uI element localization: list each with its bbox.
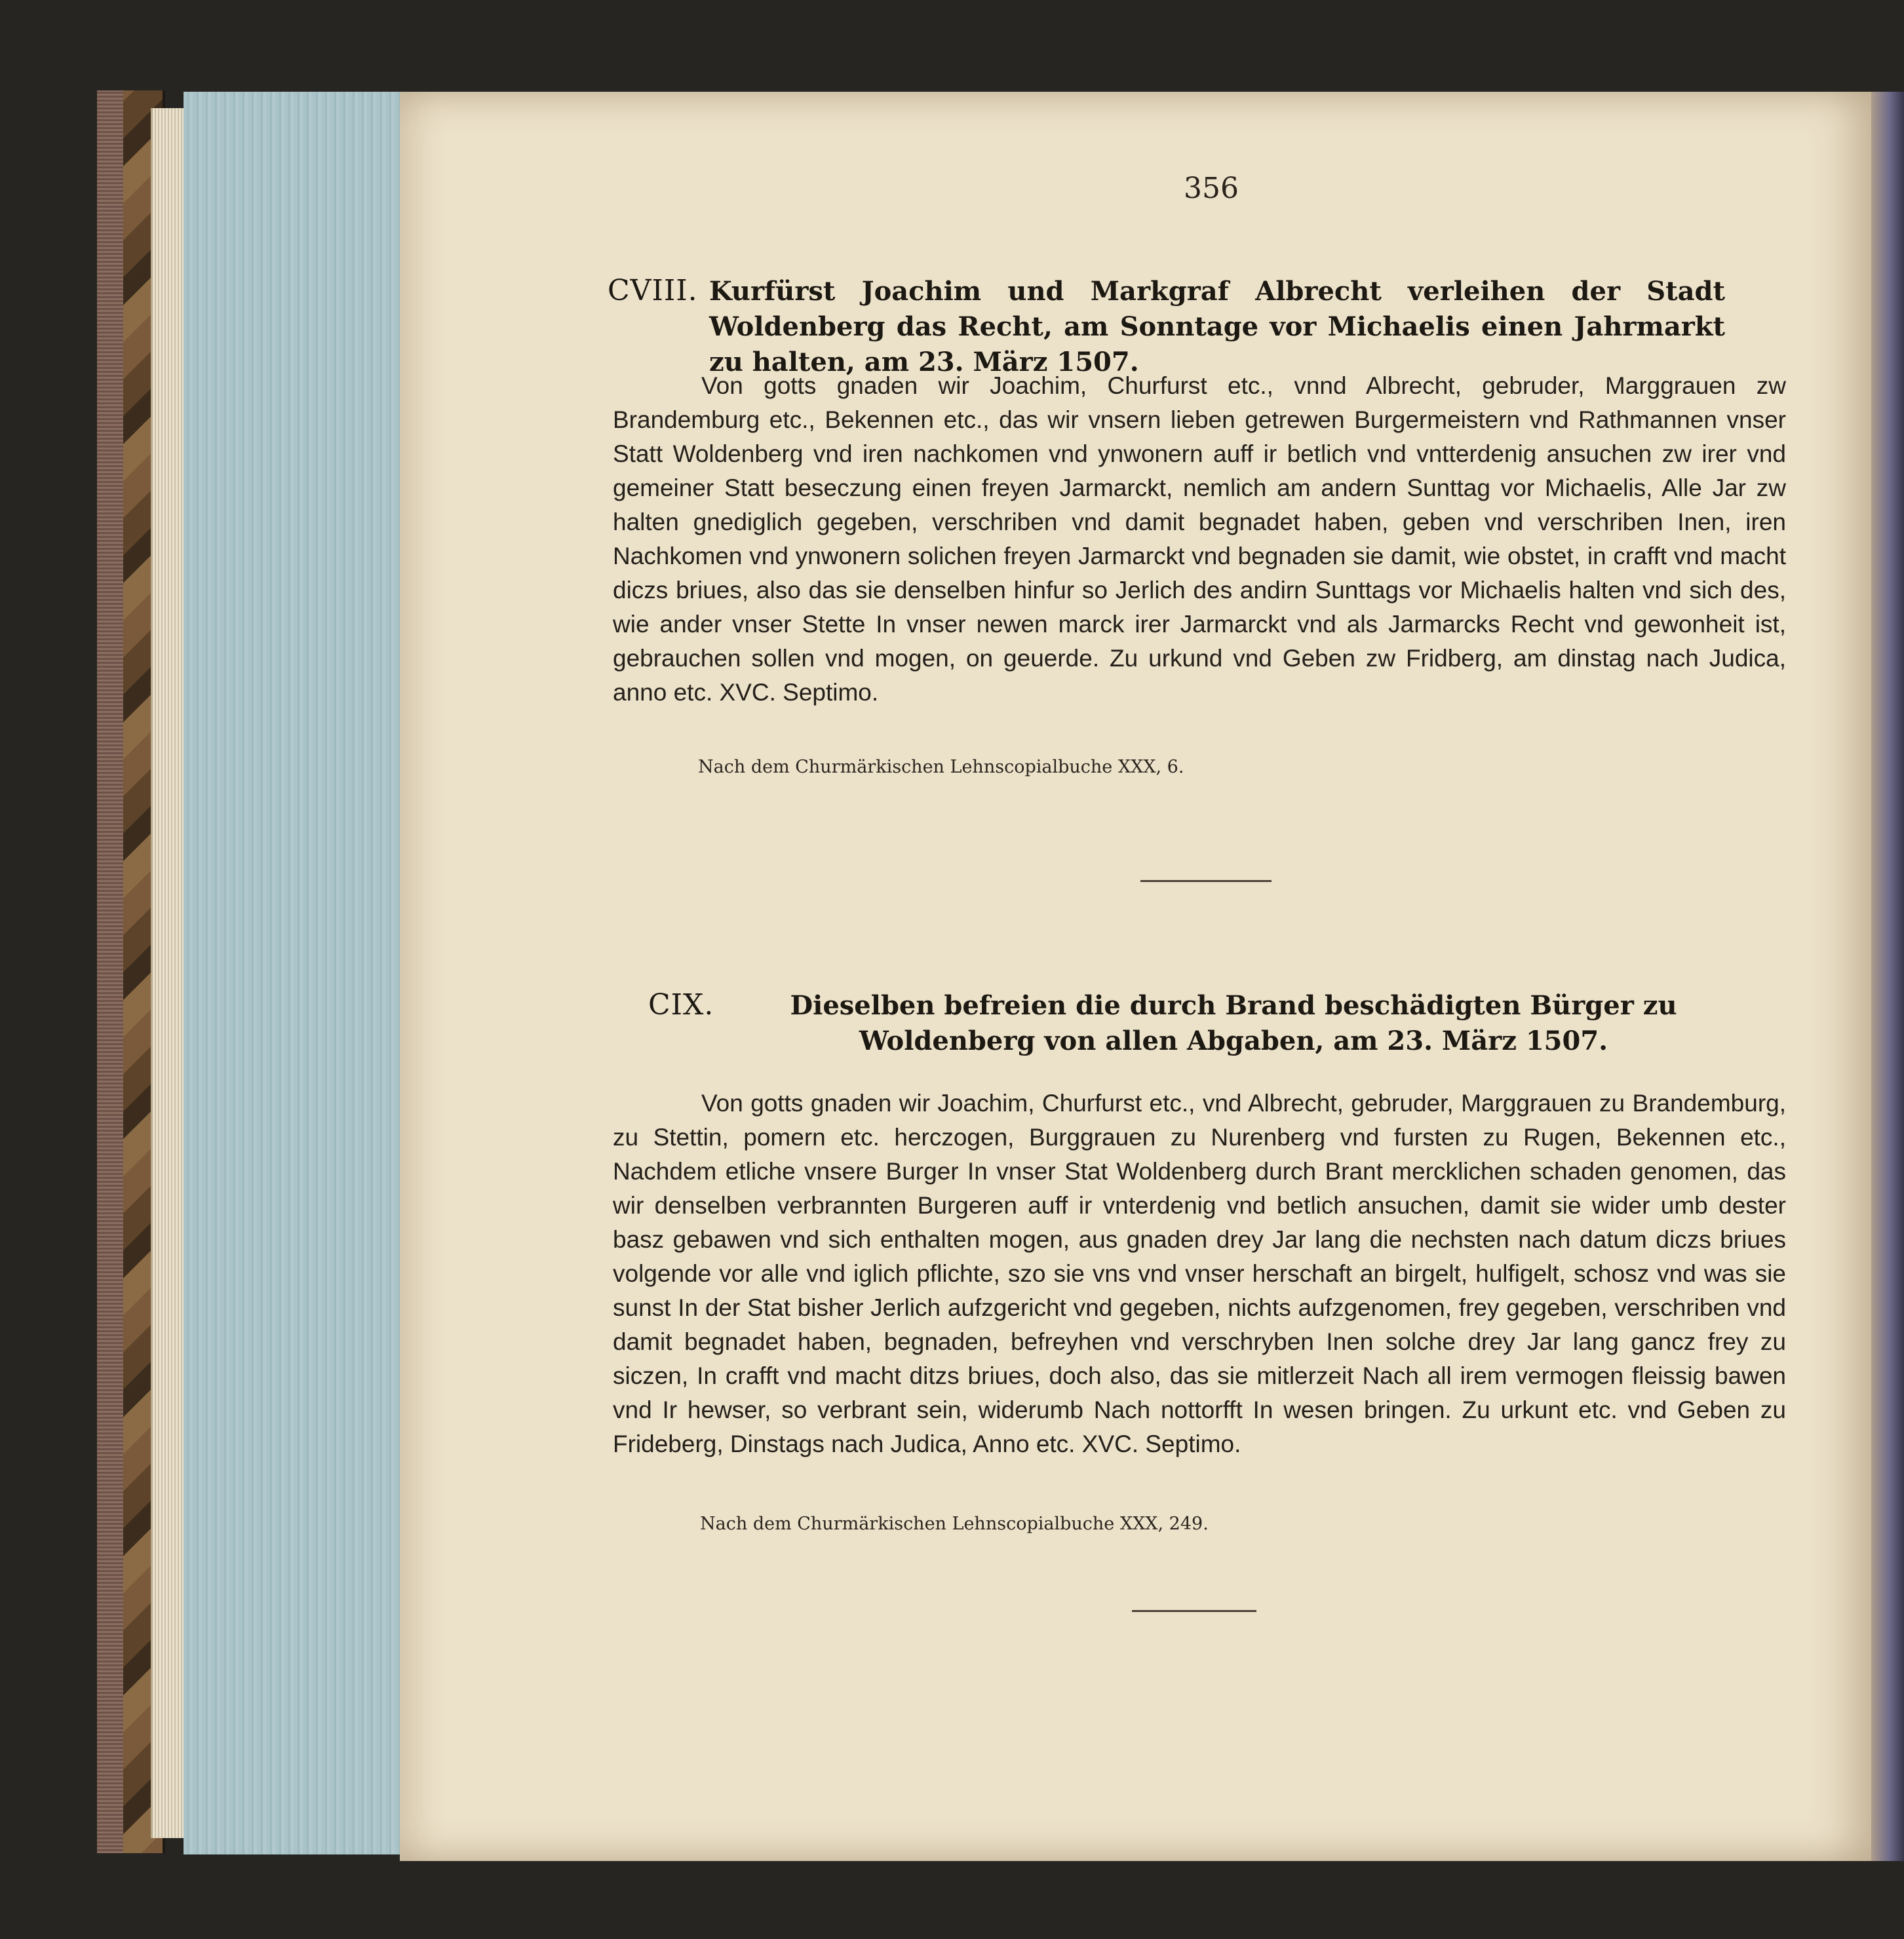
cloth-spine bbox=[97, 90, 123, 1853]
page-number: 356 bbox=[1184, 172, 1239, 205]
document-number: CIX. bbox=[648, 988, 714, 1022]
document-body: Von gotts gnaden wir Joachim, Churfurst etc., vnd Albrecht, gebruder, Marggrauen zu Brandemburg, zu Stettin, pomern etc. herczogen, Burggrauen zu Nurenberg vnd fursten zu Rugen, Bekennen etc., Nachdem etliche vnsere Burger In vnser Stat Woldenberg durch Brant mercklichen schaden genomen, das wir denselben verbrannten Burgeren auff ir vnterdenig vnd betlich ansuchen, damit sie wider umb dester basz gebawen vnd sich enthalten mogen, aus gnaden drey Jar lang die nechsten nach datum diczs briues volgende vor alle vnd iglich pflichte, szo sie vns vnd vnser herschaft an birgelt, hulfigelt, schosz vnd was sie sunst In der Stat bisher Jerlich aufzgericht vnd gegeben, nichts aufzgenomen, frey gegeben, verschriben vnd damit begnadet haben, begnaden, befreyhen vnd verschryben Inen solche drey Jar lang gancz frey zu siczen, In crafft vnd macht ditzs briues, doch also, das sie mitlerzeit Nach all irem vermogen fleissig bawen vnd Ir hewser, so verbrant sein, widerumb Nach nottorfft In wesen bringen. Zu urkunt etc. vnd Geben zu Frideberg, Dinstags nach Judica, Anno etc. XVC. Septimo. bbox=[613, 1090, 1786, 1457]
blue-page-edge bbox=[184, 92, 400, 1854]
document-title: Kurfürst Joachim und Markgraf Albrecht verleihen der Stadt Woldenberg das Recht, am Sonntage vor Michaelis einen Jahrmarkt zu halten, am 23. März 1507. bbox=[709, 276, 1725, 377]
page-edges bbox=[151, 108, 185, 1838]
document-number: CVIII. bbox=[608, 274, 698, 307]
right-cover bbox=[1868, 92, 1904, 1861]
document-title: Dieselben befreien die durch Brand beschädigten Bürger zu Woldenberg von allen Abgaben, am 23. März 1507. bbox=[790, 990, 1677, 1056]
source-note: Nach dem Churmärkischen Lehnscopialbuche XXX, 6. bbox=[698, 757, 1184, 777]
section-divider bbox=[1132, 1610, 1256, 1612]
source-note: Nach dem Churmärkischen Lehnscopialbuche XXX, 249. bbox=[700, 1514, 1209, 1534]
document-body: Von gotts gnaden wir Joachim, Churfurst etc., vnnd Albrecht, gebruder, Marggrauen zw Brandemburg etc., Bekennen etc., das wir vnsern lieben getrewen Burgermeistern vnd Rathmannen vnser Statt Woldenberg vnd iren nachkomen vnd ynwonern auff ir betlich vnd vntterdenig ansuchen zw irer vnd gemeiner Statt beseczung einen freyen Jarmarckt, nemlich am andern Sunttag vor Michaelis, Alle Jar zw halten gnediglich gegeben, verschriben vnd damit begnadet haben, geben vnd verschriben Inen, iren Nachkomen vnd ynwonern solichen freyen Jarmarckt vnd begnaden sie damit, wie obstet, in crafft vnd macht diczs briues, also das sie denselben hinfur so Jerlich des andirn Sunttags vor Michaelis halten vnd sich des, wie ander vnser Stette In vnser newen marck irer Jarmarckt vnd als Jarmarcks Recht vnd gewonheit ist, gebrauchen sollen vnd mogen, on geuerde. Zu urkund vnd Geben zw Fridberg, am dinstag nach Judica, anno etc. XVC. Septimo. bbox=[613, 372, 1786, 706]
section-divider bbox=[1140, 880, 1272, 882]
